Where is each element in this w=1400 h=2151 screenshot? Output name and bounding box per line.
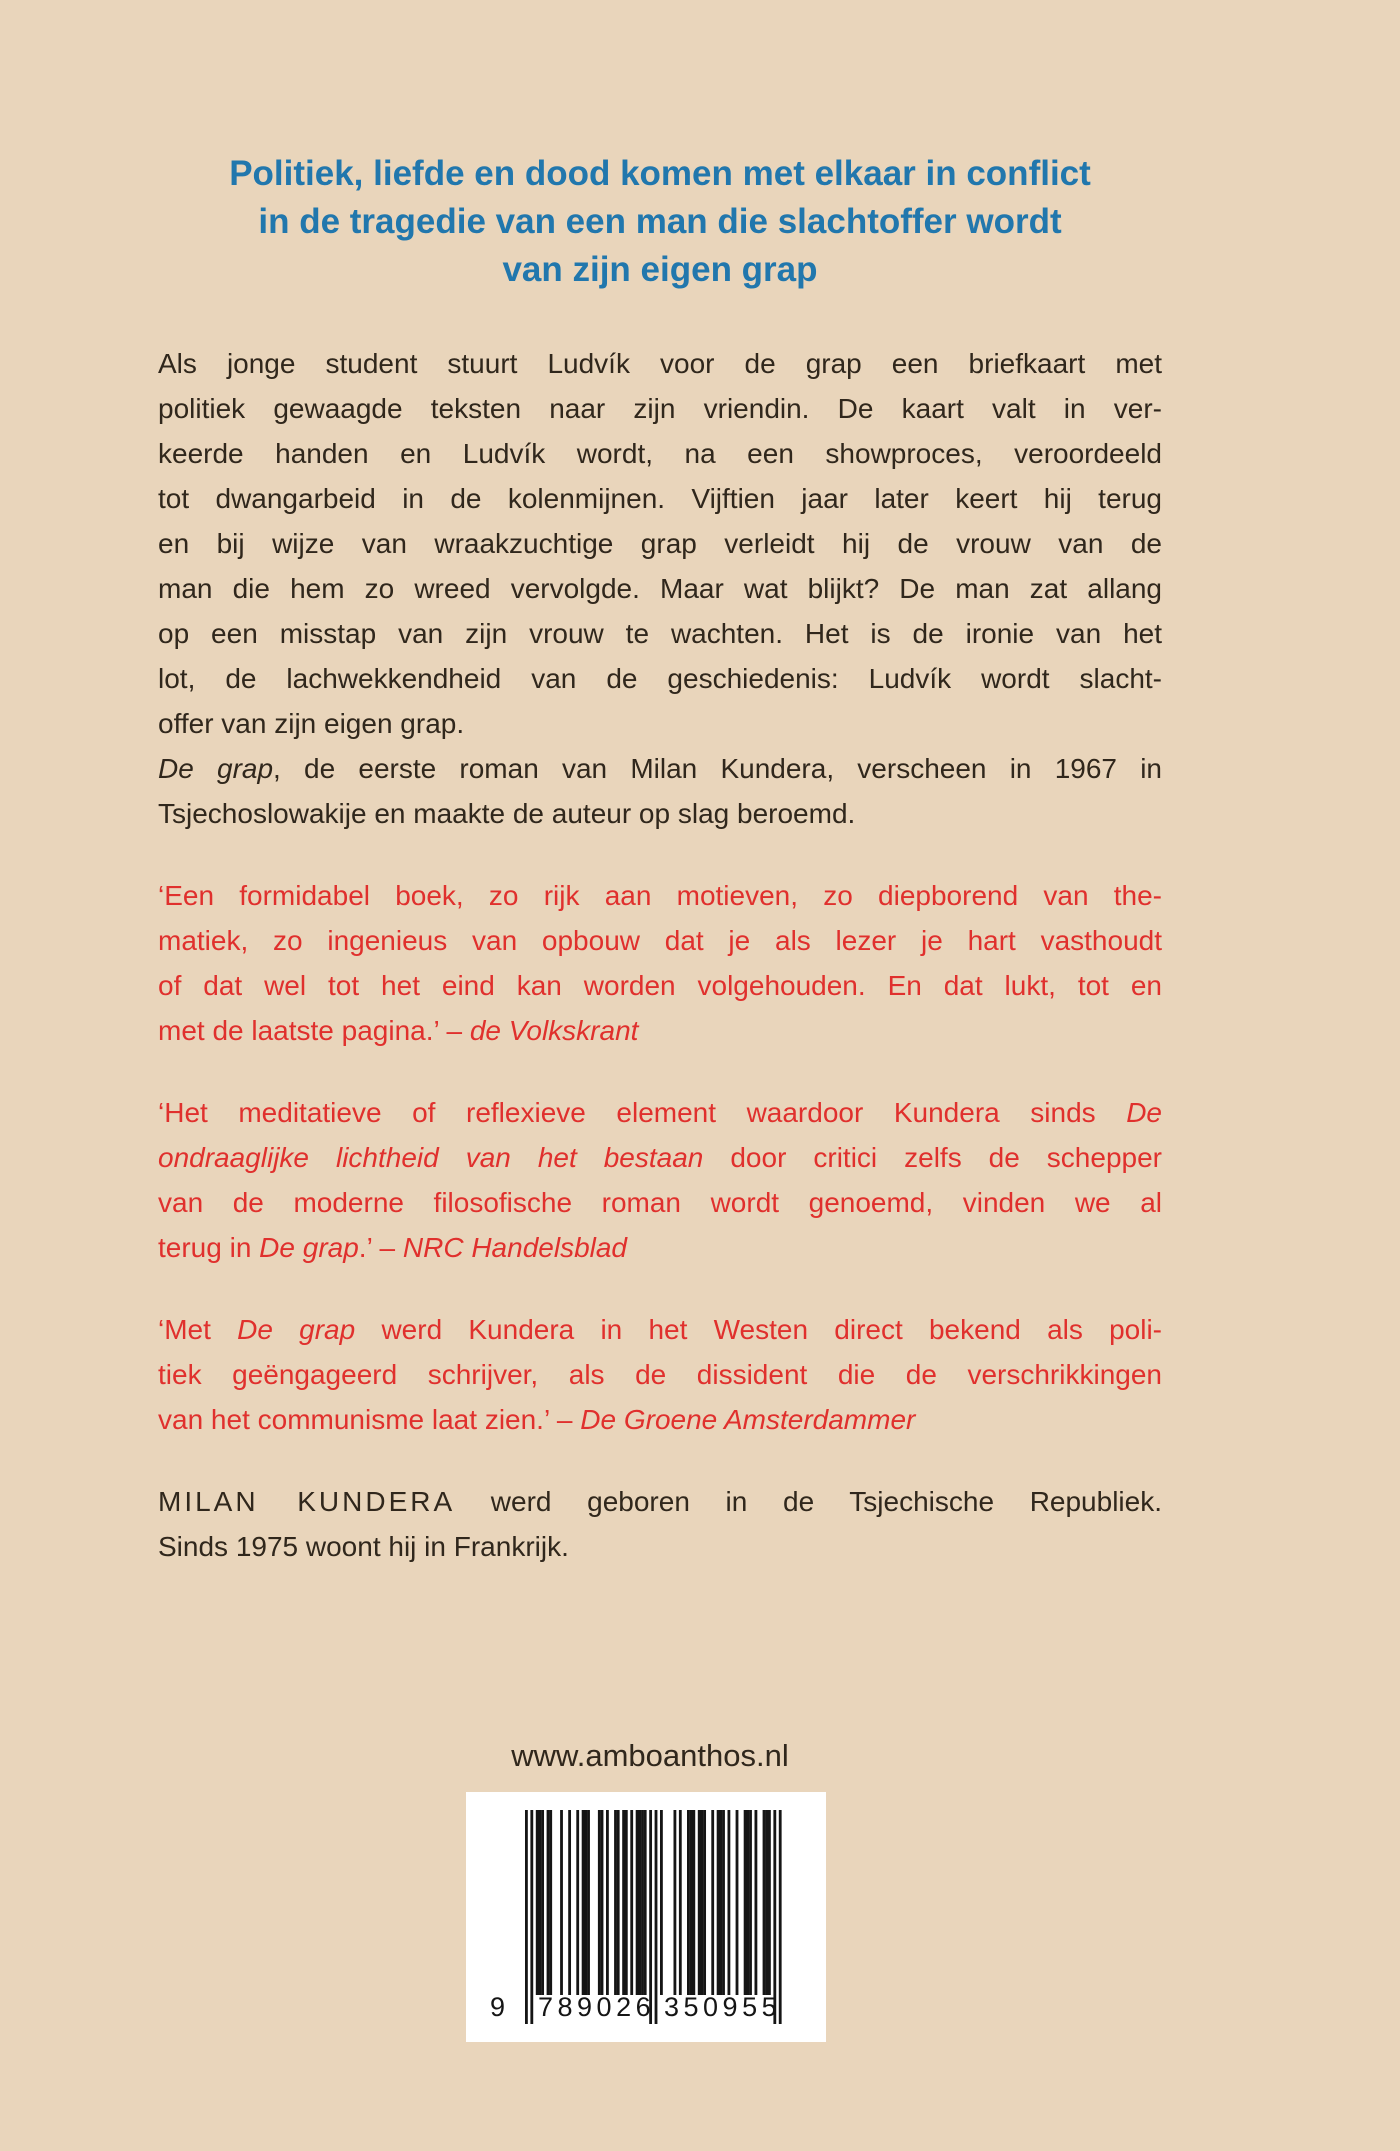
text-blocks	[158, 341, 1162, 1569]
text-line: ondraaglijke lichtheid van het bestaan door critici zelfs de schepper	[158, 1142, 1162, 1173]
synopsis	[158, 341, 1162, 836]
text-line: ‘Het meditatieve of reflexieve element waardoor Kundera sinds De	[158, 1097, 1162, 1128]
text-line: Sinds 1975 woont hij in Frankrijk.	[158, 1531, 569, 1562]
quote-volkskrant	[158, 873, 1162, 1053]
barcode	[466, 1792, 826, 2042]
author-bio	[158, 1479, 1162, 1569]
text-line: van de moderne filosofische roman wordt genoemd, vinden we al	[158, 1187, 1162, 1218]
text-line: tiek geëngageerd schrijver, als de dissident die de verschrikkingen	[158, 1359, 1162, 1390]
text-line: Als jonge student stuurt Ludvík voor de grap een briefkaart met	[158, 348, 1162, 379]
text-line: of dat wel tot het eind kan worden volgehouden. En dat lukt, tot en	[158, 970, 1162, 1001]
text-line: matiek, zo ingenieus van opbouw dat je als lezer je hart vasthoudt	[158, 925, 1162, 956]
barcode-digit-group: 9	[490, 1992, 506, 2022]
quote-nrc-handelsblad	[158, 1090, 1162, 1270]
barcode-digit-group: 350955	[664, 1992, 782, 2022]
text-line: politiek gewaagde teksten naar zijn vriendin. De kaart valt in ver-	[158, 393, 1162, 424]
tagline-line: in de tragedie van een man die slachtoffer wordt	[258, 202, 1062, 241]
barcode-digit-group: 789026	[538, 1992, 656, 2022]
text-line: terug in De grap.’ – NRC Handelsblad	[158, 1232, 627, 1263]
tagline-line: van zijn eigen grap	[502, 250, 818, 289]
text-line: tot dwangarbeid in de kolenmijnen. Vijftien jaar later keert hij terug	[158, 483, 1162, 514]
text-line: man die hem zo wreed vervolgde. Maar wat blijkt? De man zat allang	[158, 573, 1162, 604]
text-line: Tsjechoslowakije en maakte de auteur op slag beroemd.	[158, 798, 856, 829]
text-line: lot, de lachwekkendheid van de geschiedenis: Ludvík wordt slacht-	[158, 663, 1162, 694]
text-line: met de laatste pagina.’ – de Volkskrant	[158, 1015, 639, 1046]
text-line: ‘Met De grap werd Kundera in het Westen direct bekend als poli-	[158, 1314, 1162, 1345]
text-line: ‘Een formidabel boek, zo rijk aan motieven, zo diepborend van the-	[158, 880, 1162, 911]
tagline-line: Politiek, liefde en dood komen met elkaar in conflict	[229, 154, 1091, 193]
website-url: www.amboanthos.nl	[511, 1738, 789, 1773]
text-line: MILAN KUNDERA werd geboren in de Tsjechische Republiek.	[158, 1486, 1162, 1517]
text-line: op een misstap van zijn vrouw te wachten. Het is de ironie van het	[158, 618, 1162, 649]
text-line: keerde handen en Ludvík wordt, na een showproces, veroordeeld	[158, 438, 1162, 469]
text-line: De grap, de eerste roman van Milan Kundera, verscheen in 1967 in	[158, 753, 1162, 784]
tagline	[158, 150, 1162, 294]
quote-groene-amsterdammer	[158, 1307, 1162, 1442]
text-line: van het communisme laat zien.’ – De Groene Amsterdammer	[158, 1404, 916, 1435]
text-line: en bij wijze van wraakzuchtige grap verleidt hij de vrouw van de	[158, 528, 1162, 559]
text-line: offer van zijn eigen grap.	[158, 708, 465, 739]
